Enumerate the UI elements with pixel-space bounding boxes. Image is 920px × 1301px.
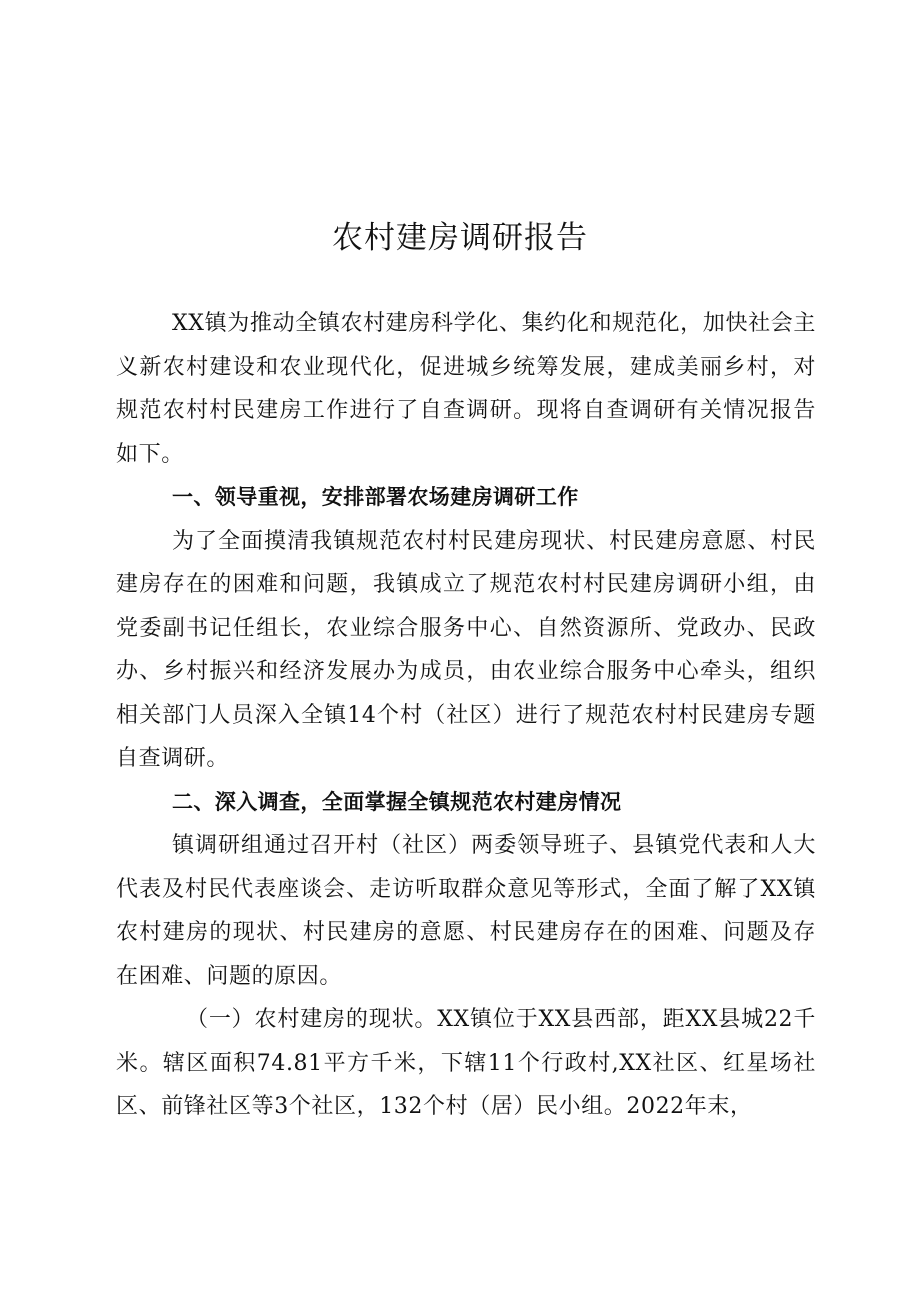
subsection-1-paragraph: （一）农村建房的现状。XX镇位于XX县西部，距XX县城22千米。辖区面积74.81平方千米，下辖11个行政村,XX社区、红星场社区、前锋社区等3个社区，132个村（居）民小组。2022年末， [116,1007,816,1119]
section-1-paragraph: 为了全面摸清我镇规范农村村民建房现状、村民建房意愿、村民建房存在的困难和问题，我镇成立了规范农村村民建房调研小组，由党委副书记任组长，农业综合服务中心、自然资源所、党政办、民政办、乡村振兴和经济发展办为成员，由农业综合服务中心牵头，组织相关部门人员深入全镇14个村（社区）进行了规范农村村民建房专题自查调研。 [116,528,816,771]
intro-paragraph: XX镇为推动全镇农村建房科学化、集约化和规范化，加快社会主义新农村建设和农业现代化，促进城乡统筹发展，建成美丽乡村，对规范农村村民建房工作进行了自查调研。现将自查调研有关情况报告如下。 [116,311,816,467]
document-title: 农村建房调研报告 [332,220,588,256]
section-1-heading: 一、领导重视，安排部署农场建房调研工作 [172,485,579,509]
document-body [116,302,816,1129]
section-2-heading: 二、深入调查，全面掌握全镇规范农村建房情况 [172,789,622,814]
section-2-paragraph: 镇调研组通过召开村（社区）两委领导班子、县镇党代表和人大代表及村民代表座谈会、走访听取群众意见等形式，全面了解了XX镇农村建房的现状、村民建房的意愿、村民建房存在的困难、问题及存在困难、问题的原因。 [116,833,816,989]
